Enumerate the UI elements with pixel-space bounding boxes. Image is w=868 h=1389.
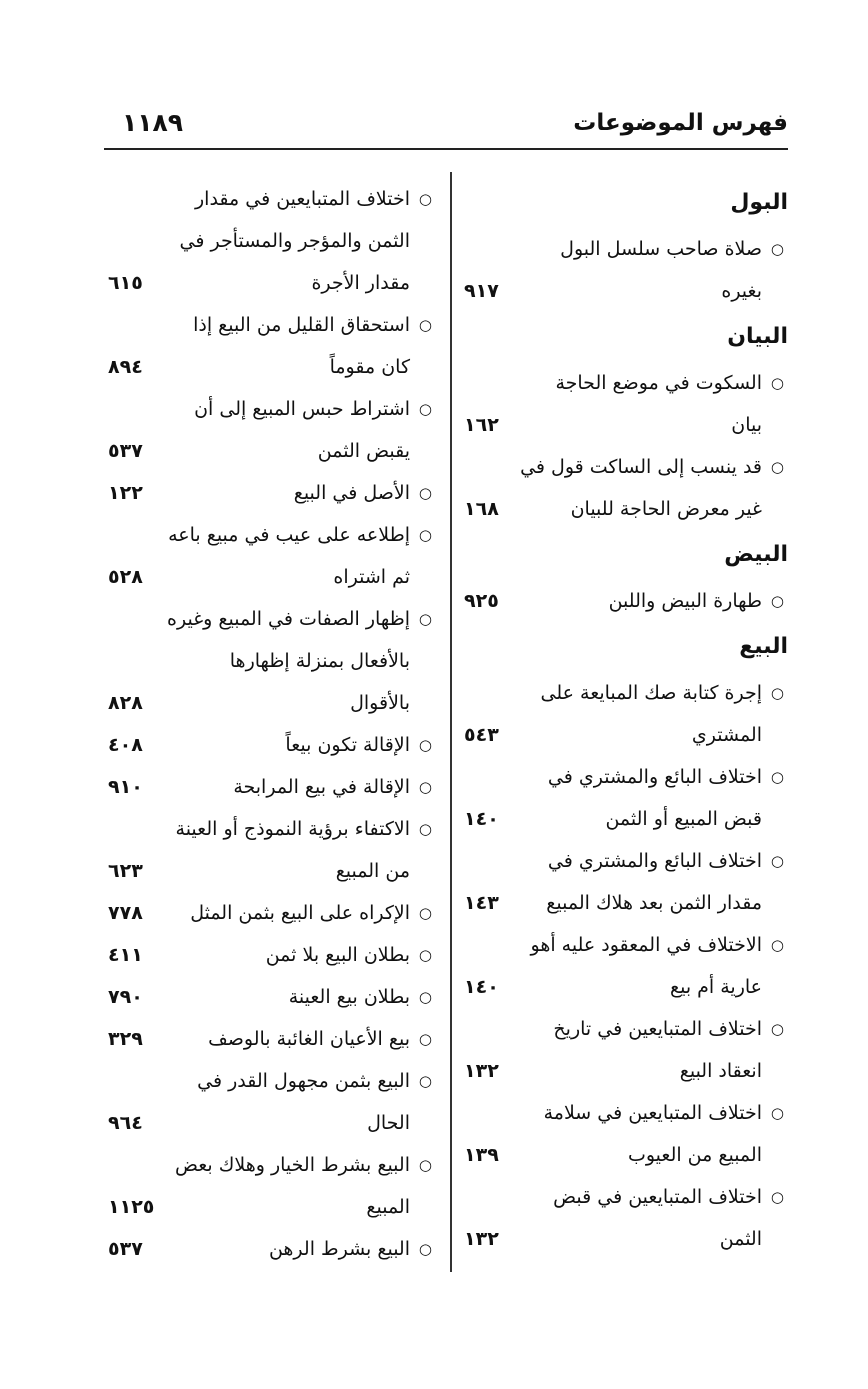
index-entry bbox=[104, 1228, 440, 1270]
index-entry bbox=[460, 362, 790, 446]
index-entry bbox=[104, 934, 440, 976]
entry-text-line: المبيع من العيوب bbox=[627, 1144, 762, 1166]
page-number: ١١٨٩ bbox=[122, 108, 184, 137]
bullet-icon: ○ bbox=[418, 946, 432, 964]
entry-text-line: كان مقوماً bbox=[329, 356, 410, 378]
entry-text-line: ثم اشتراه bbox=[333, 566, 410, 588]
bullet-icon: ○ bbox=[418, 526, 432, 544]
entry-text-line: مقدار الثمن بعد هلاك المبيع bbox=[546, 892, 762, 914]
entry-page-number: ٣٢٩ bbox=[108, 1028, 143, 1050]
entry-text-line: اختلاف المتبايعين في مقدار bbox=[194, 188, 410, 210]
entry-text-line: إجرة كتابة صك المبايعة على bbox=[540, 682, 762, 704]
index-entry bbox=[460, 1092, 790, 1176]
index-entry bbox=[104, 1144, 440, 1228]
entry-page-number: ١٦٢ bbox=[464, 414, 499, 436]
index-entry bbox=[104, 976, 440, 1018]
entry-page-number: ١٢٢ bbox=[108, 482, 143, 504]
index-entry bbox=[104, 514, 440, 598]
entry-text-line: السكوت في موضع الحاجة bbox=[555, 372, 762, 394]
index-entry bbox=[460, 840, 790, 924]
entry-page-number: ٩١٧ bbox=[464, 280, 499, 302]
entry-text-line: بالأفعال بمنزلة إظهارها bbox=[229, 650, 410, 672]
left-column bbox=[104, 178, 440, 1270]
entry-text-line: بيان bbox=[731, 414, 762, 436]
entry-page-number: ١٤٣ bbox=[464, 892, 499, 914]
bullet-icon: ○ bbox=[418, 1072, 432, 1090]
entry-page-number: ٧٧٨ bbox=[108, 902, 143, 924]
bullet-icon: ○ bbox=[418, 1240, 432, 1258]
index-entry bbox=[460, 1008, 790, 1092]
header-rule bbox=[104, 148, 788, 150]
page-header bbox=[104, 104, 788, 146]
bullet-icon: ○ bbox=[770, 768, 784, 786]
bullet-icon: ○ bbox=[418, 610, 432, 628]
entry-text-line: طهارة البيض واللبن bbox=[608, 590, 762, 612]
page-title: فهرس الموضوعات bbox=[573, 110, 788, 136]
bullet-icon: ○ bbox=[770, 1020, 784, 1038]
section-heading: البيان bbox=[727, 324, 788, 349]
entry-text-line: المبيع bbox=[366, 1196, 410, 1218]
bullet-icon: ○ bbox=[770, 240, 784, 258]
entry-text-line: من المبيع bbox=[335, 860, 410, 882]
section-heading: البيع bbox=[739, 634, 788, 659]
entry-page-number: ١٣٢ bbox=[464, 1228, 499, 1250]
index-entry bbox=[460, 672, 790, 756]
entry-text-line: إظهار الصفات في المبيع وغيره bbox=[167, 608, 410, 630]
entry-page-number: ٦١٥ bbox=[108, 272, 143, 294]
index-entry bbox=[460, 228, 790, 312]
entry-text-line: الأصل في البيع bbox=[293, 482, 410, 504]
entry-page-number: ٩٦٤ bbox=[108, 1112, 143, 1134]
entry-text-line: اختلاف البائع والمشتري في bbox=[547, 766, 762, 788]
entry-page-number: ٥٣٧ bbox=[108, 440, 143, 462]
entry-text-line: البيع بشرط الخيار وهلاك بعض bbox=[174, 1154, 410, 1176]
bullet-icon: ○ bbox=[770, 1188, 784, 1206]
entry-text-line: الثمن bbox=[719, 1228, 762, 1250]
entry-page-number: ٤١١ bbox=[108, 944, 143, 966]
index-entry bbox=[104, 766, 440, 808]
bullet-icon: ○ bbox=[770, 374, 784, 392]
entry-page-number: ٥٣٧ bbox=[108, 1238, 143, 1260]
bullet-icon: ○ bbox=[418, 778, 432, 796]
entry-text-line: بطلان بيع العينة bbox=[288, 986, 410, 1008]
index-entry bbox=[104, 472, 440, 514]
bullet-icon: ○ bbox=[418, 904, 432, 922]
entry-page-number: ٨٩٤ bbox=[108, 356, 143, 378]
entry-page-number: ١٣٩ bbox=[464, 1144, 499, 1166]
bullet-icon: ○ bbox=[770, 458, 784, 476]
bullet-icon: ○ bbox=[418, 820, 432, 838]
entry-page-number: ٥٤٣ bbox=[464, 724, 499, 746]
entry-page-number: ١٤٠ bbox=[464, 976, 499, 998]
entry-page-number: ١٦٨ bbox=[464, 498, 499, 520]
entry-text-line: الثمن والمؤجر والمستأجر في bbox=[179, 230, 410, 252]
entry-text-line: البيع بثمن مجهول القدر في bbox=[197, 1070, 410, 1092]
entry-text-line: الاختلاف في المعقود عليه أهو bbox=[530, 934, 762, 956]
index-entry bbox=[460, 756, 790, 840]
entry-text-line: اختلاف البائع والمشتري في bbox=[547, 850, 762, 872]
bullet-icon: ○ bbox=[770, 684, 784, 702]
entry-text-line: عارية أم بيع bbox=[669, 976, 762, 998]
index-entry bbox=[104, 1060, 440, 1144]
entry-text-line: البيع بشرط الرهن bbox=[268, 1238, 410, 1260]
index-entry bbox=[104, 388, 440, 472]
entry-page-number: ٩١٠ bbox=[108, 776, 143, 798]
index-entry bbox=[104, 178, 440, 304]
index-entry bbox=[104, 304, 440, 388]
entry-text-line: بطلان البيع بلا ثمن bbox=[265, 944, 410, 966]
bullet-icon: ○ bbox=[418, 400, 432, 418]
bullet-icon: ○ bbox=[770, 936, 784, 954]
entry-text-line: يقبض الثمن bbox=[317, 440, 410, 462]
bullet-icon: ○ bbox=[418, 736, 432, 754]
entry-text-line: غير معرض الحاجة للبيان bbox=[570, 498, 762, 520]
section-heading: البيض bbox=[724, 542, 788, 567]
index-entry bbox=[104, 724, 440, 766]
entry-text-line: اختلاف المتبايعين في سلامة bbox=[543, 1102, 762, 1124]
entry-text-line: بالأقوال bbox=[350, 692, 410, 714]
entry-text-line: الحال bbox=[367, 1112, 410, 1134]
bullet-icon: ○ bbox=[418, 1156, 432, 1174]
entry-text-line: اختلاف المتبايعين في تاريخ bbox=[553, 1018, 762, 1040]
index-entry bbox=[460, 1176, 790, 1260]
bullet-icon: ○ bbox=[418, 190, 432, 208]
entry-page-number: ٨٢٨ bbox=[108, 692, 143, 714]
entry-text-line: مقدار الأجرة bbox=[311, 272, 410, 294]
section-heading: البول bbox=[730, 190, 788, 215]
entry-text-line: اختلاف المتبايعين في قبض bbox=[553, 1186, 762, 1208]
entry-text-line: المشتري bbox=[691, 724, 762, 746]
bullet-icon: ○ bbox=[418, 316, 432, 334]
entry-page-number: ٥٢٨ bbox=[108, 566, 143, 588]
entry-page-number: ١١٢٥ bbox=[108, 1196, 155, 1218]
entry-text-line: صلاة صاحب سلسل البول bbox=[560, 238, 762, 260]
bullet-icon: ○ bbox=[770, 852, 784, 870]
entry-page-number: ١٣٢ bbox=[464, 1060, 499, 1082]
entry-text-line: قد ينسب إلى الساكت قول في bbox=[520, 456, 762, 478]
entry-page-number: ٦٢٣ bbox=[108, 860, 143, 882]
entry-text-line: بيع الأعيان الغائبة بالوصف bbox=[208, 1028, 410, 1050]
bullet-icon: ○ bbox=[418, 988, 432, 1006]
entry-text-line: انعقاد البيع bbox=[679, 1060, 762, 1082]
column-divider bbox=[450, 172, 452, 1272]
entry-page-number: ٤٠٨ bbox=[108, 734, 143, 756]
index-entry bbox=[460, 580, 790, 622]
entry-text-line: استحقاق القليل من البيع إذا bbox=[193, 314, 410, 336]
bullet-icon: ○ bbox=[418, 1030, 432, 1048]
index-entry bbox=[104, 808, 440, 892]
entry-text-line: قبض المبيع أو الثمن bbox=[605, 808, 762, 830]
entry-page-number: ٧٩٠ bbox=[108, 986, 143, 1008]
entry-text-line: الاكتفاء برؤية النموذج أو العينة bbox=[175, 818, 410, 840]
entry-page-number: ٩٢٥ bbox=[464, 590, 499, 612]
bullet-icon: ○ bbox=[770, 592, 784, 610]
entry-text-line: بغيره bbox=[721, 280, 762, 302]
index-entry bbox=[104, 1018, 440, 1060]
entry-text-line: الإقالة تكون بيعاً bbox=[285, 734, 410, 756]
entry-text-line: الإقالة في بيع المرابحة bbox=[233, 776, 410, 798]
entry-text-line: إطلاعه على عيب في مبيع باعه bbox=[168, 524, 410, 546]
bullet-icon: ○ bbox=[418, 484, 432, 502]
index-entry bbox=[104, 598, 440, 724]
index-entry bbox=[104, 892, 440, 934]
entry-text-line: الإكراه على البيع بثمن المثل bbox=[190, 902, 410, 924]
index-entry bbox=[460, 924, 790, 1008]
entry-page-number: ١٤٠ bbox=[464, 808, 499, 830]
right-column bbox=[460, 178, 790, 1260]
index-entry bbox=[460, 446, 790, 530]
entry-text-line: اشتراط حبس المبيع إلى أن bbox=[194, 398, 410, 420]
bullet-icon: ○ bbox=[770, 1104, 784, 1122]
